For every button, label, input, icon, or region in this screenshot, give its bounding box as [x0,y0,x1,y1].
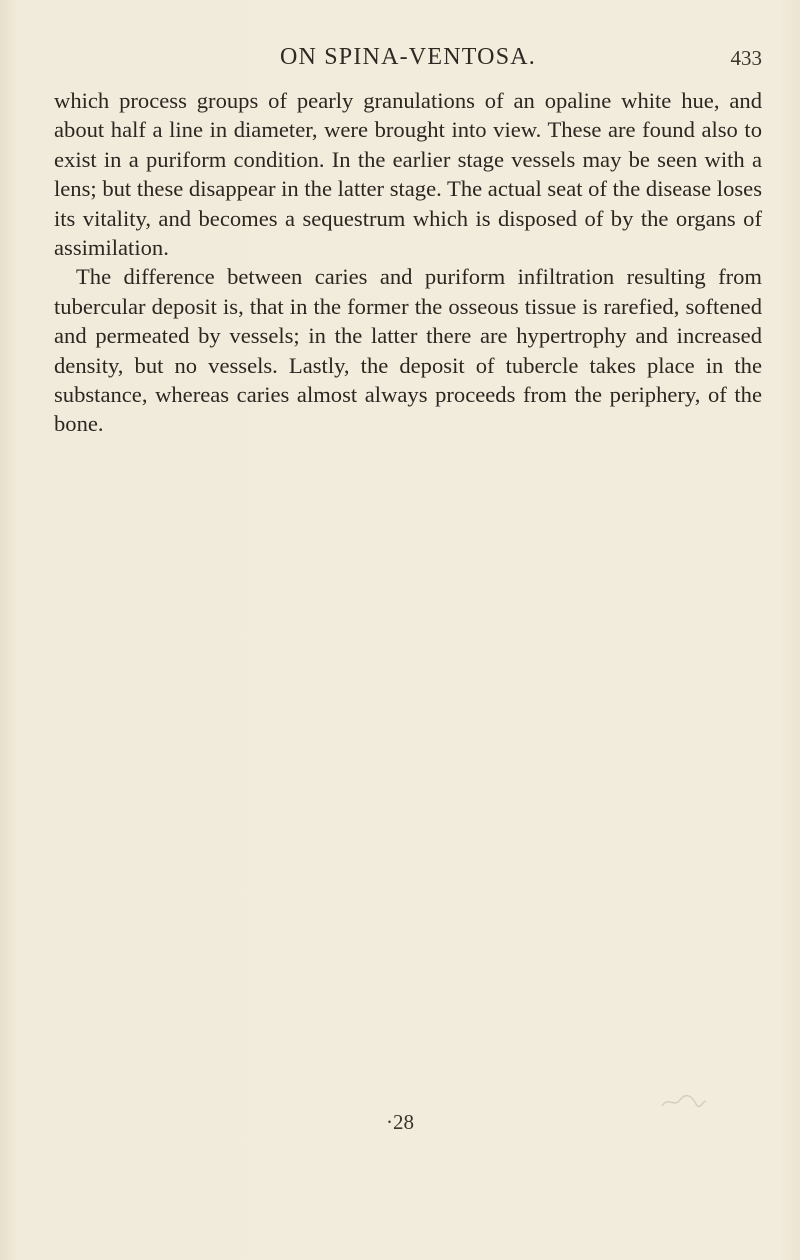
signature-mark [0,1110,800,1135]
running-head [54,44,762,74]
paragraph-difference: The difference between caries and puriform infiltration resulting from tubercular deposit is, that in the former the osseous tissue is rarefied, softened and permeated by vessels; in the latter there are hypertrophy and increased density, but no vessels. Lastly, the deposit of tubercle takes place in the substance, whereas caries almost always proceeds from the periphery, of the bone. [54,264,762,437]
faint-stamp-mark [660,1092,708,1112]
signature-number: ·28 [386,1110,414,1134]
page-number: 433 [730,46,762,70]
running-title: ON SPINA-VENTOSA. [280,44,536,70]
body-text [54,86,762,439]
paragraph-continuation: which process groups of pearly granulations of an opaline white hue, and about half a line in diameter, were brought into view. These are found also to exist in a puriform condition. In the earlier stage vessels may be seen with a lens; but these disappear in the latter stage. The actual seat of the disease loses its vitality, and becomes a sequestrum which is disposed of by the organs of assimilation. [54,88,762,261]
